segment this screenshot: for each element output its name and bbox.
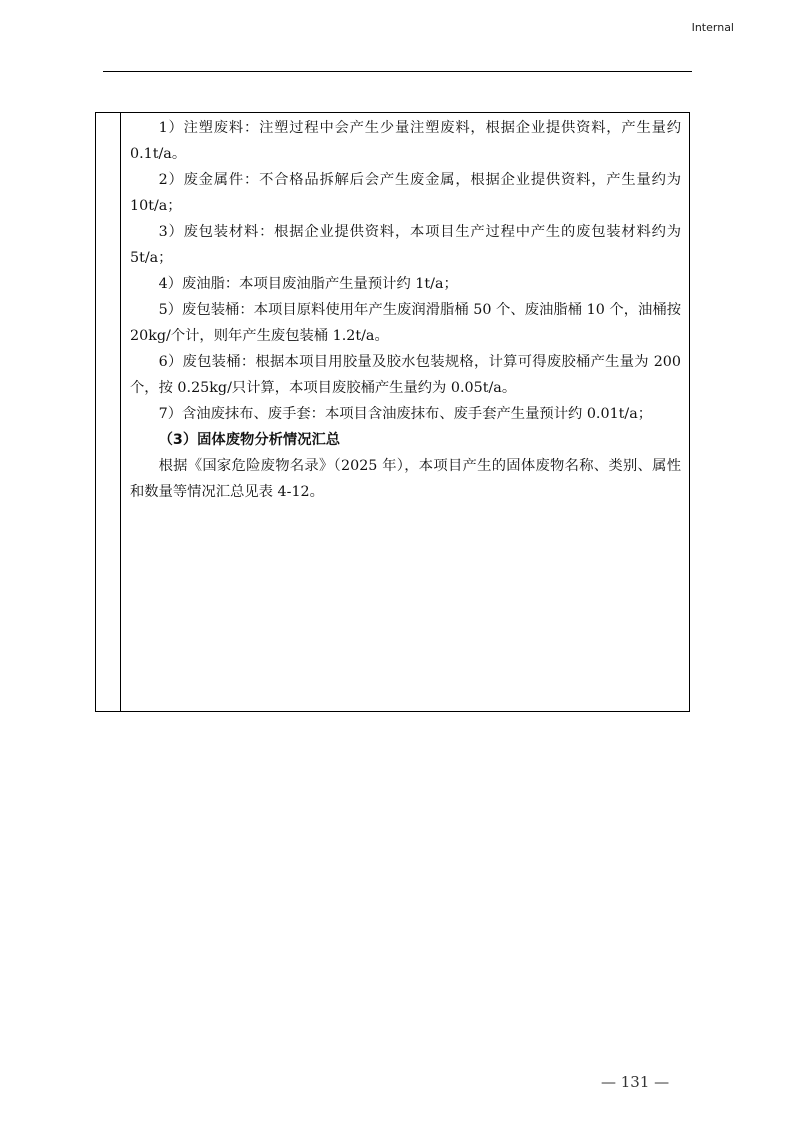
paragraph-item-3: 3）废包装材料：根据企业提供资料，本项目生产过程中产生的废包装材料约为 5t/a； [130,224,681,266]
paragraph-item-4: 4）废油脂：本项目废油脂产生量预计约 1t/a； [158,276,458,292]
paragraph-item-7: 7）含油废抹布、废手套：本项目含油废抹布、废手套产生量预计约 0.01t/a； [158,406,653,422]
paragraph-item-6: 6）废包装桶：根据本项目用胶量及胶水包装规格，计算可得废胶桶产生量为 200 个，按 0.25kg/只计算，本项目废胶桶产生量约为 0.05t/a。 [130,354,681,396]
summary-paragraph: 根据《国家危险废物名录》（2025 年），本项目产生的固体废物名称、类别、属性和数量等情况汇总见表 4-12。 [130,458,681,500]
paragraph-item-5: 5）废包装桶：本项目原料使用年产生废润滑脂桶 50 个、废油脂桶 10 个，油桶按 20kg/个计，则年产生废包装桶 1.2t/a。 [130,302,681,344]
section-heading: （3）固体废物分析情况汇总 [158,432,341,448]
paragraph-item-1: 1）注塑废料：注塑过程中会产生少量注塑废料，根据企业提供资料，产生量约 0.1t/a。 [130,120,681,162]
content-table [95,112,690,712]
table-left-column [96,113,121,711]
page-number: — 131 — [601,1073,670,1091]
paragraph-item-2: 2）废金属件：不合格品拆解后会产生废金属，根据企业提供资料，产生量约为 10t/a； [130,172,681,214]
classification-label: Internal [691,21,734,34]
table-body-text [122,113,689,505]
header-rule [103,71,692,72]
